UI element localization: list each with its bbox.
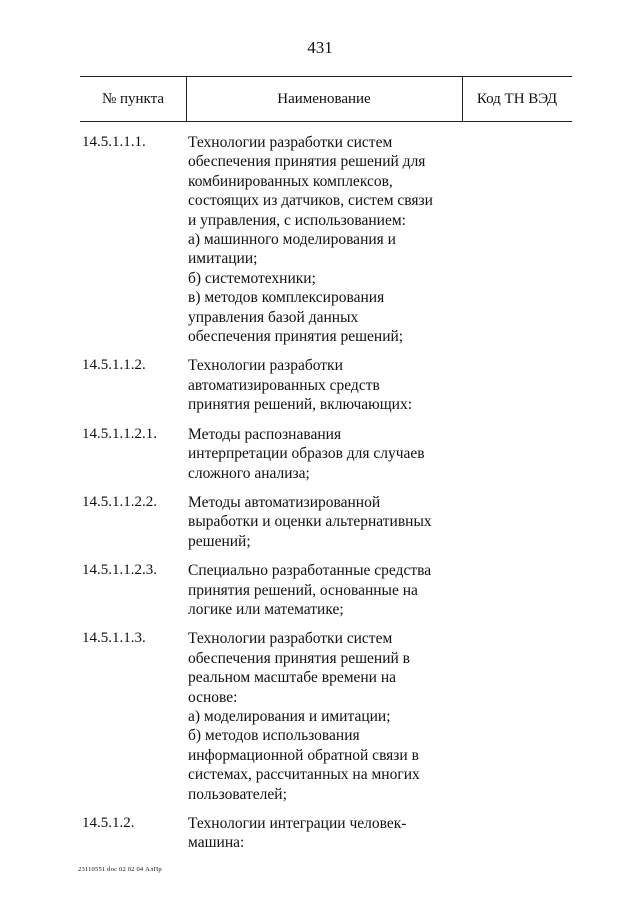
item-text-line: системах, рассчитанных на многих [188, 766, 420, 784]
item-text-line: выработки и оценки альтернативных [188, 513, 432, 531]
item-number: 14.5.1.1.1. [82, 134, 146, 150]
item-text [188, 493, 460, 551]
item-text-line: управления базой данных [188, 308, 359, 326]
item-text-line: принятия решений, включающих: [188, 396, 413, 414]
page-number: 431 [307, 38, 333, 57]
item-text-line: б) методов использования [188, 727, 360, 745]
item-text [188, 133, 460, 346]
item-number: 14.5.1.2. [82, 815, 135, 831]
entries-list [0, 133, 640, 863]
item-text-line: а) машинного моделирования и [188, 231, 396, 249]
table-header [80, 76, 572, 122]
column-header-code: Код ТН ВЭД [476, 91, 558, 107]
list-item [0, 561, 640, 619]
item-text [188, 561, 460, 619]
item-text [188, 629, 460, 804]
item-text-line: имитации; [188, 250, 258, 268]
item-text-line: принятия решений, основанные на [188, 581, 418, 599]
item-text-line: Технологии интеграции человек- [188, 815, 407, 832]
item-text-line: комбинированных комплексов, [188, 172, 393, 190]
item-text-line: а) моделирования и имитации; [188, 707, 391, 725]
item-text-line: сложного анализа; [188, 464, 310, 482]
column-header-number: № пункта [101, 91, 165, 107]
item-text-line: автоматизированных средств [188, 376, 380, 394]
item-text-line: и управления, с использованием: [188, 211, 406, 229]
item-text-line: Специально разработанные средства [188, 562, 432, 580]
item-text-line: в) методов комплексирования [188, 289, 385, 307]
item-text-line: реальном масштабе времени на [188, 669, 397, 687]
item-text-line: машина: [188, 834, 245, 852]
column-header-name: Наименование [277, 91, 371, 107]
item-number: 14.5.1.1.2.1. [82, 425, 157, 442]
item-text [188, 425, 460, 483]
item-number: 14.5.1.1.2.3. [82, 562, 157, 579]
item-text-line: б) системотехники; [188, 269, 316, 287]
item-text-line: решений; [188, 532, 251, 550]
item-text-line: интерпретации образов для случаев [188, 445, 425, 463]
item-text-line: Технологии разработки систем [188, 134, 393, 151]
item-number: 14.5.1.1.3. [82, 630, 146, 647]
item-text-line: информационной обратной связи в [188, 746, 419, 764]
item-number: 14.5.1.1.2.2. [82, 493, 157, 510]
list-item [0, 493, 640, 551]
list-item [0, 425, 640, 483]
item-text-line: состоящих из датчиков, систем связи [188, 192, 433, 210]
list-item [0, 629, 640, 804]
item-text-line: основе: [188, 688, 238, 706]
item-text-line: Технологии разработки [188, 357, 343, 375]
list-item [0, 814, 640, 853]
item-text-line: Методы распознавания [188, 425, 342, 443]
list-item [0, 356, 640, 414]
list-item [0, 133, 640, 346]
item-text-line: пользователей; [188, 785, 287, 803]
item-number: 14.5.1.1.2. [82, 357, 146, 374]
item-text-line: Методы автоматизированной [188, 493, 381, 511]
item-text-line: логике или математике; [188, 600, 344, 618]
item-text-line: обеспечения принятия решений для [188, 153, 426, 171]
document-code: 23110551 doc 02 02 04 АлПр [78, 866, 162, 873]
item-text-line: Технологии разработки систем [188, 630, 393, 648]
item-text-line: обеспечения принятия решений; [188, 328, 404, 346]
item-text [188, 356, 460, 414]
item-text [188, 814, 460, 853]
item-text-line: обеспечения принятия решений в [188, 649, 410, 667]
